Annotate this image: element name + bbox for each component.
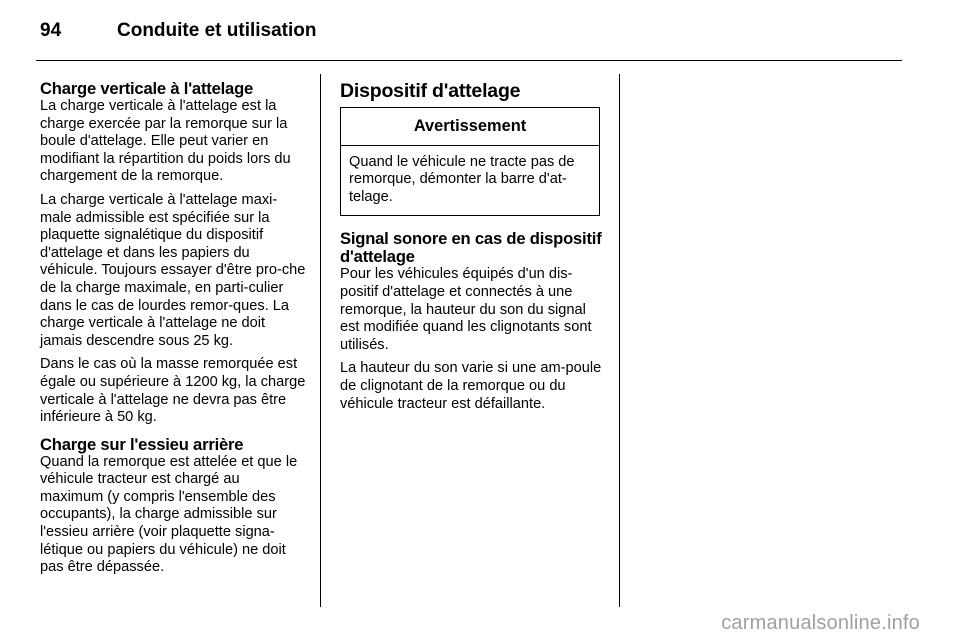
vertical-load-paragraph: Dans le cas où la masse remorquée est égale ou supérieure à 1200 kg, la charge verticale à l'attelage ne devra pas être inférieure à 50 kg. (40, 356, 306, 426)
vertical-load-paragraph: La charge verticale à l'attelage est la charge exercée par la remorque sur la boule d'attelage. Elle peut varier en modifiant la répartition du poids lors du chargement de la remorque. (40, 98, 291, 185)
middle-column (340, 80, 606, 422)
signal-heading: Signal sonore en cas de dispositif d'attelage (340, 229, 602, 267)
watermark: carmanualsonline.info (721, 612, 920, 634)
vertical-load-heading: Charge verticale à l'attelage (40, 79, 254, 98)
warning-box (340, 107, 600, 216)
section-title: Conduite et utilisation (117, 20, 317, 41)
signal-paragraph: Pour les véhicules équipés d'un dis-positif d'attelage et connectés à une remorque, la hauteur du son du signal est modifiée quand les clignotants sont utilisés. (340, 266, 592, 353)
warning-title: Avertissement (341, 108, 599, 146)
vertical-load-paragraph: La charge verticale à l'attelage maxi-male admissible est spécifiée sur la plaquette signalétique du dispositif d'attelage et dans les papiers du véhicule. Toujours essayer d'être pro-che de la charge maximale, en parti-culier dans le cas de lourdes remor-ques. La charge verticale à l'attelage ne doit jamais descendre sous 25 kg. (40, 191, 306, 349)
rear-axle-heading: Charge sur l'essieu arrière (40, 434, 244, 454)
rear-axle-section (40, 436, 306, 577)
page-number: 94 (40, 20, 62, 41)
signal-paragraph: La hauteur du son varie si une am-poule de clignotant de la remorque ou du véhicule tracteur est défaillante. (340, 360, 602, 412)
left-column (40, 80, 306, 586)
signal-section (340, 230, 606, 413)
rear-axle-paragraph: Quand la remorque est attelée et que le véhicule tracteur est chargé au maximum (y compris l'ensemble des occupants), la charge admissible sur l'essieu arrière (voir plaquette signa-létique ou papiers du véhicule) ne doit pas être dépassée. (40, 453, 298, 576)
header-divider (36, 60, 902, 61)
coupling-device-heading: Dispositif d'attelage (340, 80, 521, 102)
warning-text: Quand le véhicule ne tracte pas de remorque, démonter la barre d'at-telage. (349, 153, 575, 205)
column-divider-right (619, 74, 620, 607)
column-divider-left (320, 74, 321, 607)
vertical-load-section (40, 80, 306, 427)
page-header (0, 0, 960, 62)
